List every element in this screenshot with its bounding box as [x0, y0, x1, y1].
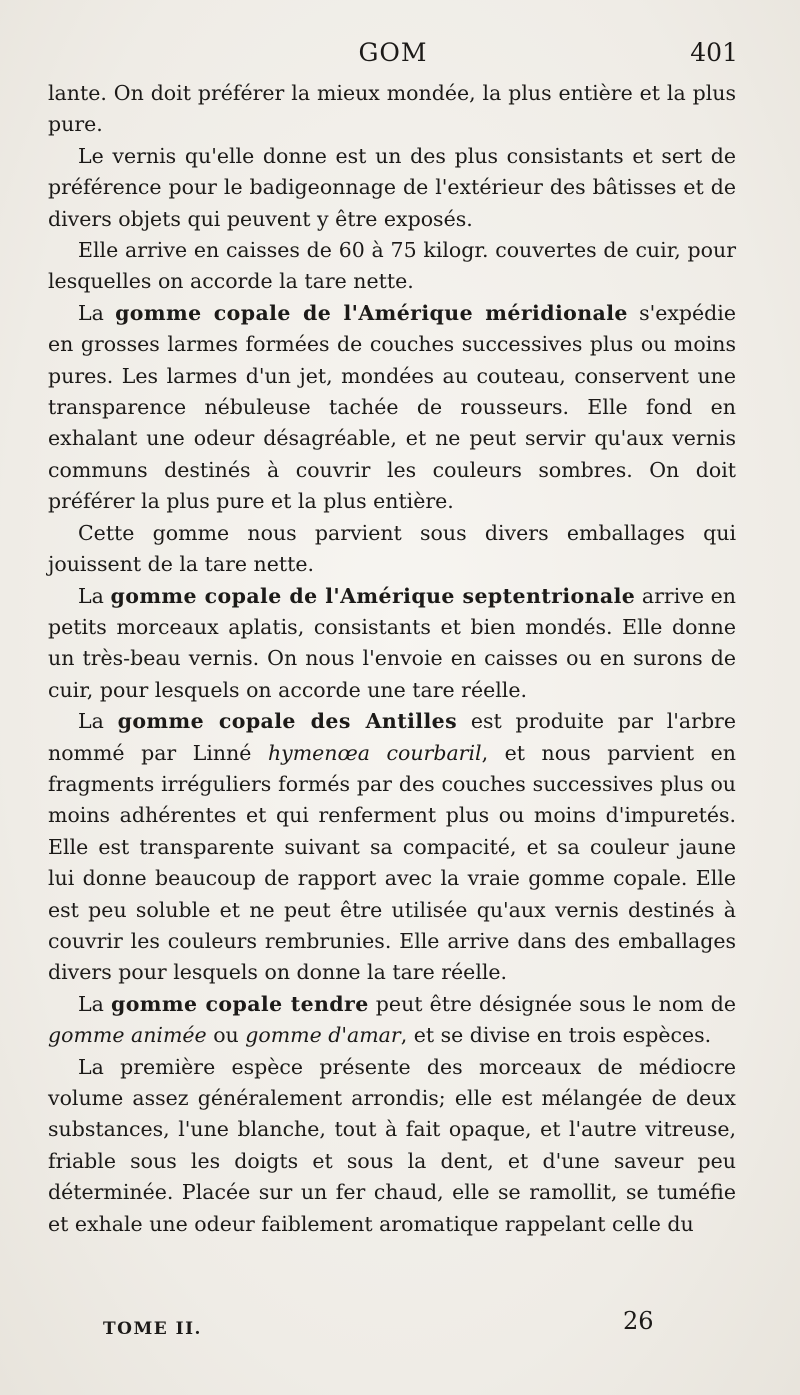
text-run: La [78, 709, 118, 734]
text-run: Le vernis qu'elle donne est un des plus consistants et sert de préférence pour le badigeonnage de l'extérieur des bâtisses et de divers objets qui peuvent y être exposés. [48, 143, 736, 231]
text-run: s'expédie en grosses larmes formées de couches successives plus ou moins pures. Les larmes d'un jet, mondées au couteau, conservent une transparence nébuleuse tachée de rousseurs. Elle fond en exhalant une odeur désagréable, et ne peut servir qu'aux vernis communs destinés à couvrir les couleurs sombres. On doit préférer la plus pure et la plus entière. [48, 300, 736, 514]
text-run: Elle arrive en caisses de 60 à 75 kilogr. couvertes de cuir, pour lesquelles on accorde la tare nette. [48, 238, 736, 294]
running-title: GOM [358, 38, 428, 67]
paragraph [48, 235, 736, 298]
text-run: La [78, 300, 116, 325]
gathering-number: 26 [623, 1307, 654, 1335]
paragraph-copal-north-america [48, 581, 736, 707]
paragraph [48, 141, 736, 235]
paragraph-continuation [48, 78, 736, 141]
text-run: La [78, 991, 111, 1016]
italic-term: hymenœa courbaril [267, 740, 482, 765]
bold-term: gomme copale de l'Amérique méridionale [115, 300, 628, 325]
bold-term: gomme copale de l'Amérique septentrionale [110, 583, 636, 608]
paragraph-copal-antilles [48, 706, 736, 989]
paragraph [48, 518, 736, 581]
bold-term: gomme copale des Antilles [117, 709, 458, 734]
italic-term: gomme d'amar [245, 1023, 401, 1048]
text-run: ou [206, 1023, 246, 1048]
text-run: peut être désignée sous le nom de [368, 991, 736, 1016]
bold-term: gomme copale tendre [110, 991, 369, 1016]
paragraph-first-species [48, 1052, 736, 1240]
text-run: , et se divise en trois espèces. [400, 1023, 712, 1048]
text-run: La première espèce présente des morceaux de médiocre volume assez généralement arrondis; elle est mélangée de deux substances, l'une blanche, tout à fait opaque, et l'autre vitreuse, friable sous les doigts et sous la dent, et d'une saveur peu déterminée. Placée sur un fer chaud, elle se ramollit, se tuméfie et exhale une odeur faiblement aromatique rappelant celle du [48, 1054, 736, 1236]
text-run: Cette gomme nous parvient sous divers emballages qui jouissent de la tare nette. [48, 520, 736, 577]
text-run: lante. On doit préférer la mieux mondée, la plus entière et la plus pure. [48, 81, 736, 137]
paragraph-copal-tendre [48, 989, 736, 1052]
italic-term: gomme animée [48, 1023, 207, 1048]
body-text [48, 78, 736, 1240]
running-head [48, 36, 738, 70]
page-number: 401 [690, 38, 738, 67]
text-run: est produite par l'arbre nommé par Linné [48, 709, 736, 765]
text-run: La [78, 583, 111, 608]
text-run: arrive en petits morceaux aplatis, consistants et bien mondés. Elle donne un très-beau vernis. On nous l'envoie en caisses ou en surons de cuir, pour lesquels on accorde une tare réelle. [48, 583, 737, 702]
page-footer [48, 1307, 738, 1347]
paragraph-copal-south-america [48, 298, 736, 518]
text-run: , et nous parvient en fragments irréguliers formés par des couches successives plus ou moins adhérentes et qui renferment plus ou moins d'impuretés. Elle est transparente suivant sa compacité, et sa couleur jaune lui donne beaucoup de rapport avec la vraie gomme copale. Elle est peu soluble et ne peut être utilisée qu'aux vernis destinés à couvrir les couleurs rembrunies. Elle arrive dans des emballages divers pour lesquels on donne la tare réelle. [48, 740, 736, 985]
volume-signature: TOME II. [103, 1319, 202, 1339]
